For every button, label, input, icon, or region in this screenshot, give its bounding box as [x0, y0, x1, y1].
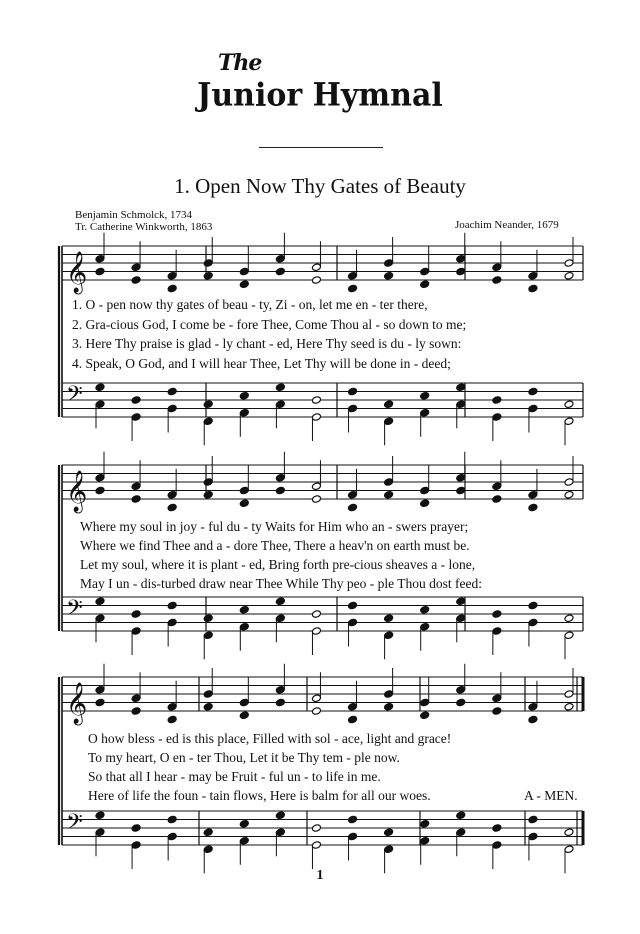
page-number: 1 — [316, 868, 324, 883]
note-head — [95, 267, 105, 276]
note-head — [167, 815, 177, 824]
note-head — [564, 614, 574, 623]
note-head — [95, 614, 105, 623]
note-head — [528, 815, 538, 824]
note-head — [456, 614, 466, 623]
note-head — [275, 267, 285, 276]
note-head — [95, 473, 105, 482]
note-head — [456, 698, 466, 707]
note-head — [528, 832, 538, 841]
note-head — [456, 473, 466, 482]
note-head — [564, 631, 574, 640]
treble-clef-icon: 𝄞 — [66, 252, 88, 293]
note-head — [564, 478, 574, 487]
lyric-line: May I un - dis-turbed draw near Thee While Thy peo - ple Thou dost feed: — [80, 576, 483, 591]
note-head — [275, 685, 285, 694]
note-head — [311, 707, 321, 716]
note-head — [420, 698, 430, 707]
note-head — [492, 263, 502, 272]
note-head — [528, 284, 538, 293]
note-head — [203, 690, 213, 699]
note-head — [239, 698, 249, 707]
note-head — [131, 396, 141, 405]
note-head — [275, 486, 285, 495]
note-head — [384, 845, 394, 854]
note-head — [239, 711, 249, 720]
note-head — [131, 824, 141, 833]
note-head — [456, 811, 466, 820]
note-head — [311, 276, 321, 285]
note-head — [239, 408, 249, 417]
note-head — [348, 601, 358, 610]
note-head — [348, 715, 358, 724]
note-head — [203, 631, 213, 640]
note-head — [239, 622, 249, 631]
note-head — [167, 503, 177, 512]
note-head — [275, 597, 285, 606]
note-head — [203, 478, 213, 487]
note-head — [492, 824, 502, 833]
note-head — [456, 486, 466, 495]
note-head — [348, 832, 358, 841]
note-head — [528, 271, 538, 280]
note-head — [239, 280, 249, 289]
note-head — [311, 841, 321, 850]
book-title: Junior Hymnal — [197, 77, 443, 114]
note-head — [456, 400, 466, 409]
note-head — [167, 387, 177, 396]
note-head — [528, 404, 538, 413]
note-head — [311, 396, 321, 405]
note-head — [528, 601, 538, 610]
note-head — [564, 271, 574, 280]
note-head — [203, 259, 213, 268]
note-head — [492, 396, 502, 405]
note-head — [420, 836, 430, 845]
note-head — [167, 832, 177, 841]
note-head — [131, 495, 141, 504]
note-head — [239, 836, 249, 845]
note-head — [420, 819, 430, 828]
note-head — [203, 490, 213, 499]
note-head — [275, 254, 285, 263]
note-head — [492, 610, 502, 619]
note-head — [275, 383, 285, 392]
note-head — [167, 702, 177, 711]
note-head — [564, 490, 574, 499]
note-head — [95, 811, 105, 820]
note-head — [564, 417, 574, 426]
note-head — [275, 614, 285, 623]
note-head — [384, 400, 394, 409]
note-head — [239, 819, 249, 828]
note-head — [420, 280, 430, 289]
note-head — [239, 391, 249, 400]
note-head — [420, 486, 430, 495]
note-head — [420, 622, 430, 631]
author-credit: Benjamin Schmolck, 1734 — [75, 209, 193, 221]
note-head — [203, 400, 213, 409]
note-head — [420, 711, 430, 720]
note-head — [131, 707, 141, 716]
note-head — [492, 413, 502, 422]
lyric-line: Where my soul in joy - ful du - ty Waits for Him who an - swers prayer; — [80, 519, 469, 534]
book-title-the: The — [218, 50, 262, 76]
bass-clef-icon: 𝄢 — [66, 810, 83, 840]
note-head — [564, 259, 574, 268]
note-head — [131, 627, 141, 636]
note-head — [95, 254, 105, 263]
note-head — [311, 263, 321, 272]
note-head — [348, 404, 358, 413]
note-head — [131, 610, 141, 619]
note-head — [384, 259, 394, 268]
note-head — [456, 267, 466, 276]
note-head — [167, 404, 177, 413]
note-head — [131, 841, 141, 850]
note-head — [492, 627, 502, 636]
lyric-line: Here of life the foun - tain flows, Here is balm for all our woes. — [88, 788, 431, 803]
lyric-line: 2. Gra-cious God, I come be - fore Thee, Come Thou al - so down to me; — [72, 317, 467, 332]
note-head — [492, 495, 502, 504]
note-head — [492, 694, 502, 703]
note-head — [528, 618, 538, 627]
note-head — [311, 627, 321, 636]
note-head — [311, 413, 321, 422]
note-head — [492, 482, 502, 491]
amen-label: A - MEN. — [524, 788, 578, 803]
lyric-line: 3. Here Thy praise is glad - ly chant - ed, Here Thy seed is du - ly sown: — [72, 336, 462, 351]
note-head — [95, 698, 105, 707]
note-head — [384, 614, 394, 623]
note-head — [311, 495, 321, 504]
note-head — [311, 610, 321, 619]
note-head — [239, 605, 249, 614]
note-head — [311, 694, 321, 703]
translator-credit: Tr. Catherine Winkworth, 1863 — [75, 221, 213, 233]
lyric-line: So that all I hear - may be Fruit - ful un - to life in me. — [88, 769, 381, 784]
bass-clef-icon: 𝄢 — [66, 382, 83, 412]
note-head — [384, 271, 394, 280]
treble-clef-icon: 𝄞 — [66, 683, 88, 724]
lyric-line: Where we find Thee and a - dore Thee, There a heav'n on earth must be. — [80, 538, 470, 553]
lyric-line: 1. O - pen now thy gates of beau - ty, Zi - on, let me en - ter there, — [72, 297, 428, 312]
note-head — [456, 383, 466, 392]
note-head — [384, 690, 394, 699]
note-head — [528, 702, 538, 711]
note-head — [131, 482, 141, 491]
note-head — [95, 685, 105, 694]
note-head — [348, 490, 358, 499]
note-head — [456, 828, 466, 837]
note-head — [167, 618, 177, 627]
note-head — [95, 828, 105, 837]
note-head — [239, 486, 249, 495]
note-head — [384, 828, 394, 837]
note-head — [348, 618, 358, 627]
note-head — [167, 284, 177, 293]
note-head — [203, 417, 213, 426]
lyric-line: 4. Speak, O God, and I will hear Thee, Let Thy will be done in - deed; — [72, 356, 451, 371]
note-head — [528, 503, 538, 512]
note-head — [348, 284, 358, 293]
note-head — [384, 702, 394, 711]
hymn-title: 1. Open Now Thy Gates of Beauty — [174, 174, 466, 198]
note-head — [95, 383, 105, 392]
note-head — [167, 490, 177, 499]
note-head — [239, 267, 249, 276]
note-head — [131, 413, 141, 422]
composer-credit: Joachim Neander, 1679 — [455, 219, 559, 231]
note-head — [528, 387, 538, 396]
note-head — [492, 841, 502, 850]
note-head — [311, 824, 321, 833]
note-head — [384, 478, 394, 487]
note-head — [384, 631, 394, 640]
note-head — [528, 715, 538, 724]
note-head — [456, 685, 466, 694]
note-head — [95, 486, 105, 495]
note-head — [203, 845, 213, 854]
note-head — [348, 271, 358, 280]
note-head — [564, 702, 574, 711]
note-head — [564, 845, 574, 854]
bass-clef-icon: 𝄢 — [66, 596, 83, 626]
note-head — [311, 482, 321, 491]
note-head — [420, 408, 430, 417]
note-head — [131, 263, 141, 272]
note-head — [275, 828, 285, 837]
lyric-line: To my heart, O en - ter Thou, Let it be Thy tem - ple now. — [88, 750, 400, 765]
note-head — [492, 276, 502, 285]
note-head — [95, 400, 105, 409]
note-head — [167, 715, 177, 724]
note-head — [564, 828, 574, 837]
note-head — [348, 503, 358, 512]
note-head — [456, 254, 466, 263]
note-head — [203, 614, 213, 623]
note-head — [420, 391, 430, 400]
note-head — [564, 690, 574, 699]
note-head — [95, 597, 105, 606]
note-head — [420, 605, 430, 614]
note-head — [275, 400, 285, 409]
note-head — [384, 417, 394, 426]
note-head — [348, 702, 358, 711]
note-head — [420, 267, 430, 276]
treble-clef-icon: 𝄞 — [66, 471, 88, 512]
note-head — [564, 400, 574, 409]
note-head — [275, 698, 285, 707]
note-head — [420, 499, 430, 508]
note-head — [456, 597, 466, 606]
note-head — [348, 387, 358, 396]
note-head — [203, 271, 213, 280]
note-head — [492, 707, 502, 716]
note-head — [131, 694, 141, 703]
lyric-line: O how bless - ed is this place, Filled with sol - ace, light and grace! — [88, 731, 452, 746]
note-head — [275, 473, 285, 482]
note-head — [203, 828, 213, 837]
note-head — [131, 276, 141, 285]
note-head — [384, 490, 394, 499]
note-head — [528, 490, 538, 499]
note-head — [167, 271, 177, 280]
note-head — [203, 702, 213, 711]
note-head — [275, 811, 285, 820]
note-head — [239, 499, 249, 508]
note-head — [348, 815, 358, 824]
note-head — [167, 601, 177, 610]
lyric-line: Let my soul, where it is plant - ed, Bring forth pre-cious sheaves a - lone, — [80, 557, 476, 572]
